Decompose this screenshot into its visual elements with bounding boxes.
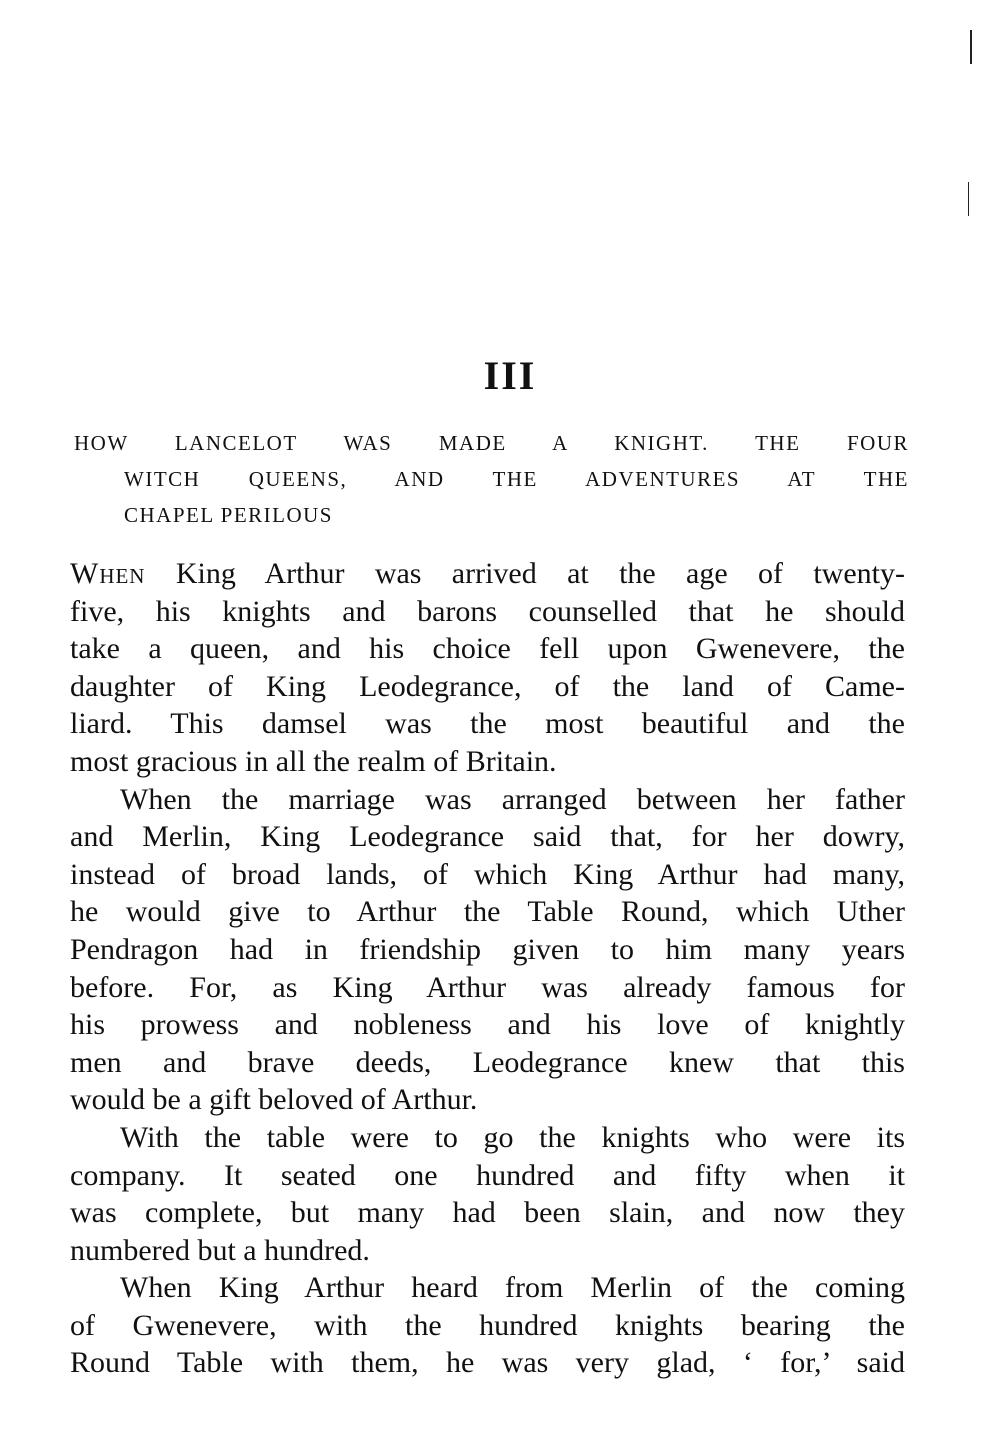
text-line: men and brave deeds, Leodegrance knew that this [70,1045,905,1079]
text-line: before. For, as King Arthur was already famous for [70,970,905,1004]
margin-mark [968,182,969,216]
lead-word: When [70,557,146,590]
margin-mark [970,30,972,64]
text-line: company. It seated one hundred and fifty when it [70,1158,905,1192]
text-line: of Gwenevere, with the hundred knights bearing the [70,1308,905,1342]
chapter-title-line: HOW LANCELOT WAS MADE A KNIGHT. THE FOUR [74,431,909,455]
chapter-title [74,425,909,533]
text-line: his prowess and nobleness and his love of knightly [70,1008,905,1042]
chapter-title-line: CHAPEL PERILOUS [124,503,333,527]
body-text [70,555,905,1382]
text-line: instead of broad lands, of which King Arthur had many, [70,857,905,891]
text-line: Round Table with them, he was very glad, ‘ for,’ said [70,1346,905,1380]
text-line: would be a gift beloved of Arthur. [70,1083,478,1117]
text-line-rest: King Arthur was arrived at the age of twenty- [145,557,905,590]
text-line: With the table were to go the knights who were its [120,1120,905,1154]
chapter-title-line: WITCH QUEENS, AND THE ADVENTURES AT THE [124,467,909,491]
text-line: he would give to Arthur the Table Round, which Uther [70,895,905,929]
text-line: take a queen, and his choice fell upon Gwenevere, the [70,632,905,666]
text-line: daughter of King Leodegrance, of the land of Came- [70,669,905,703]
text-line: most gracious in all the realm of Britain. [70,744,557,778]
text-line: liard. This damsel was the most beautiful and the [70,707,905,741]
text-line: When King Arthur heard from Merlin of the coming [120,1271,905,1305]
text-line: When the marriage was arranged between her father [120,782,905,816]
text-line: five, his knights and barons counselled that he should [70,594,905,628]
text-line: was complete, but many had been slain, and now they [70,1196,905,1230]
text-line: and Merlin, King Leodegrance said that, for her dowry, [70,820,905,854]
text-line: numbered but a hundred. [70,1233,370,1267]
text-line: Pendragon had in friendship given to him many years [70,932,905,966]
text-line [70,555,905,593]
chapter-number: III [483,353,537,398]
